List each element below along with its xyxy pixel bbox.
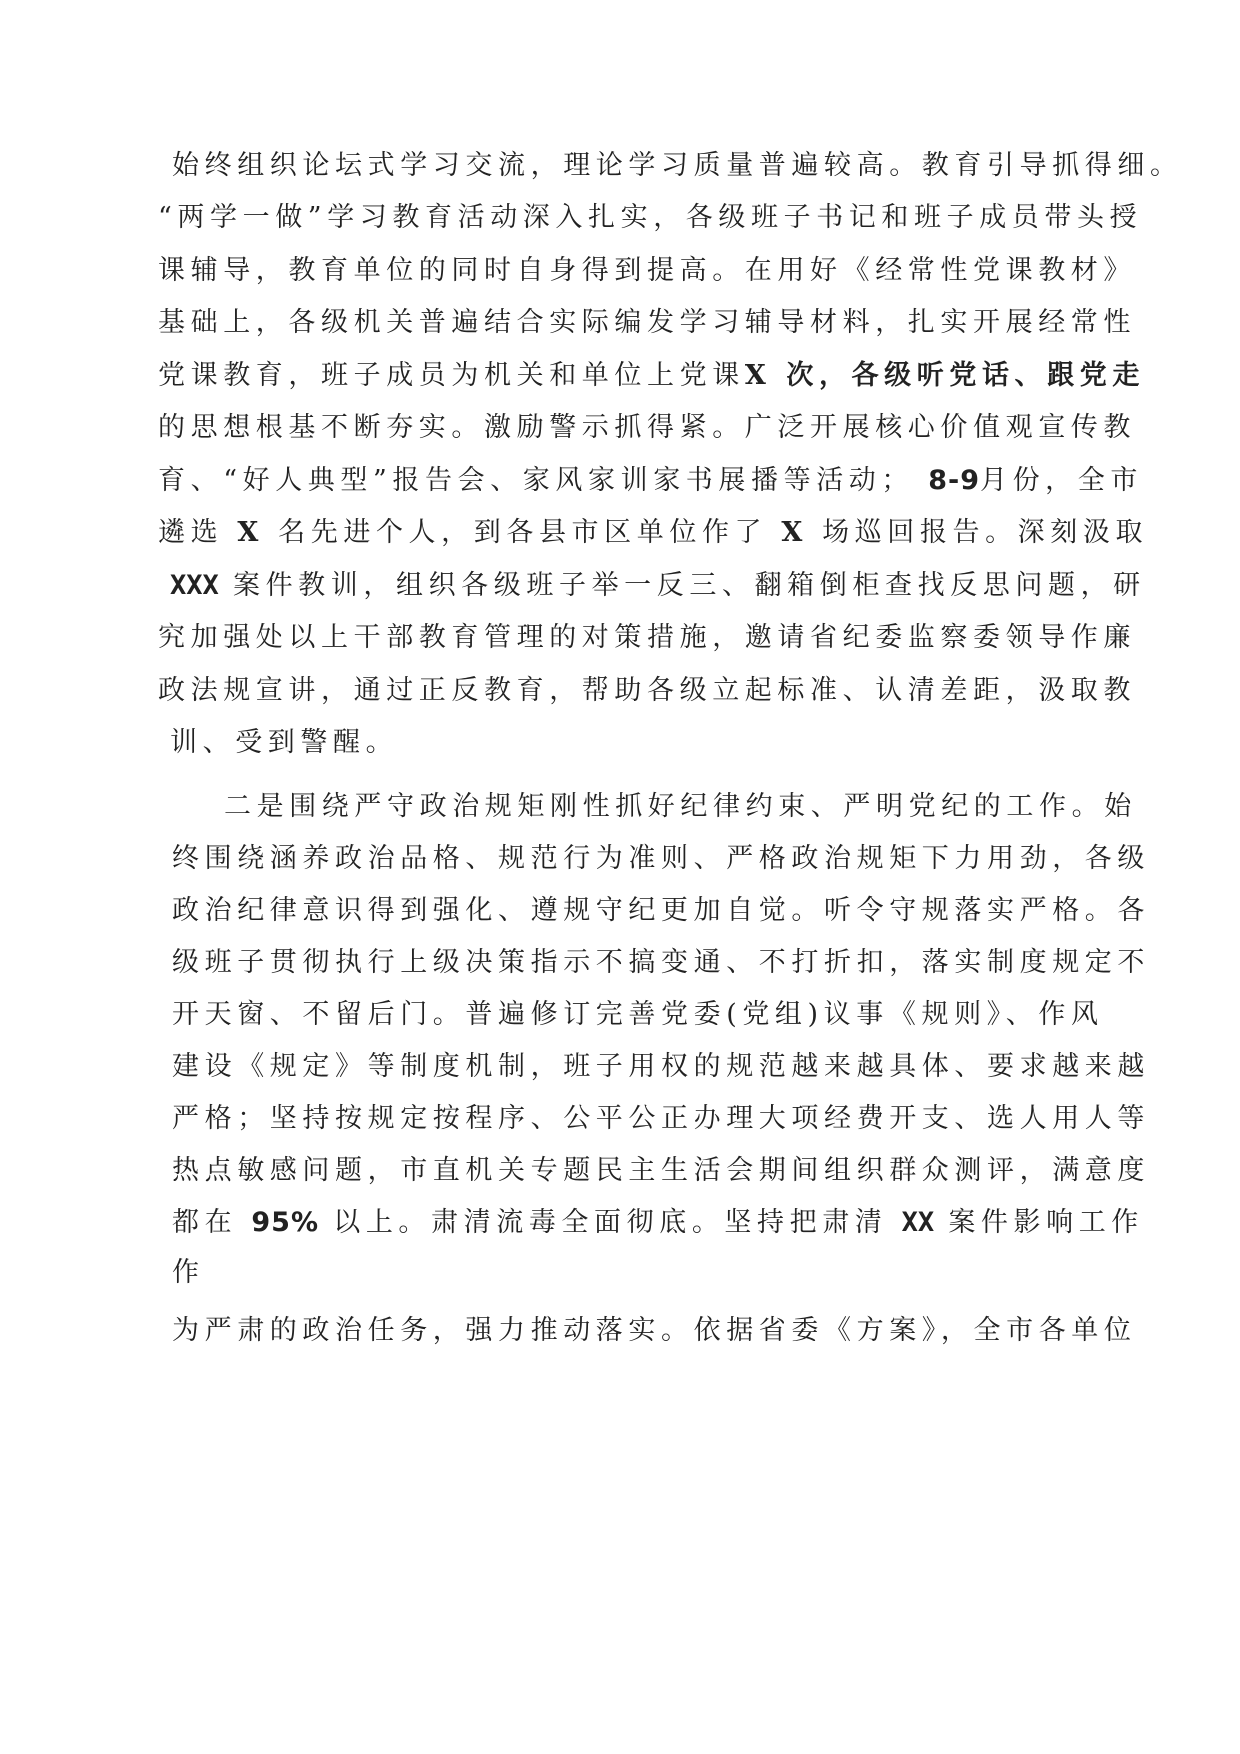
text-line [170,566,1146,606]
text-line [172,891,1150,931]
text-line [172,943,1150,983]
text-line [172,995,1104,1035]
text-line [158,513,1148,553]
text-line [158,356,1145,396]
text-run: 党课教育，班子成员为机关和单位上党课 [158,360,745,391]
text-run: 建设《规定》等制度机制，班子用权的规范越来越具体、要求越来越 [172,1051,1150,1082]
text-run: 基础上，各级机关普遍结合实际编发学习辅导材料，扎实开展经常性 [158,307,1136,338]
text-line [158,618,1136,658]
text-run: 都在 [172,1207,238,1238]
text-line [170,723,398,763]
bold-text-run: XX [901,1207,935,1238]
bold-text-run: X [781,517,808,548]
text-line [158,198,1142,238]
text-line [158,671,1136,711]
text-line [158,303,1136,343]
text-line [158,461,1143,501]
text-run: 终围绕涵养政治品格、规范行为准则、严格政治规矩下力用劲，各级 [172,843,1150,874]
text-run: 训、受到警醒。 [170,727,399,758]
text-line [172,1099,1150,1139]
text-run: 政法规宣讲，通过正反教育，帮助各级立起标准、认清差距，汲取教 [158,675,1136,706]
text-run: “两学一做”学习教育活动深入扎实，各级班子书记和班子成员带头授 [158,202,1143,233]
text-run: 开天窗、不留后门。普遍修订完善党委(党组)议事《规则》、作风 [172,999,1104,1030]
bold-text-run: 95% [251,1207,320,1238]
text-line [172,1047,1150,1087]
text-run: 始终组织论坛式学习交流，理论学习质量普遍较高。教育引导抓得细。 [172,150,1183,181]
text-line [158,408,1136,448]
bold-text-run: X [237,517,264,548]
bold-text-run: 8-9 [928,465,980,496]
text-line [172,1151,1150,1191]
bold-text-run: X 次，各级听党话、跟党走 [744,360,1145,391]
text-line [172,1253,205,1293]
text-run: 课辅导，教育单位的同时自身得到提高。在用好《经常性党课教材》 [158,255,1136,286]
text-run: 严格；坚持按规定按程序、公平公正办理大项经费开支、选人用人等 [172,1103,1150,1134]
text-run: 热点敏感问题，市直机关专题民主生活会期间组织群众测评，满意度 [172,1155,1150,1186]
text-run: 究加强处以上干部教育管理的对策措施，邀请省纪委监察委领导作廉 [158,622,1136,653]
text-line [172,146,1183,186]
text-run: 月份，全市 [979,465,1143,496]
text-run: 的思想根基不断夯实。激励警示抓得紧。广泛开展核心价值观宣传教 [158,412,1136,443]
text-run: 案件影响工作 [948,1207,1144,1238]
text-run: 政治纪律意识得到强化、遵规守纪更加自觉。听令守规落实严格。各 [172,895,1150,926]
text-run: 二是围绕严守政治规矩刚性抓好纪律约束、严明党纪的工作。始 [224,791,1137,822]
text-run: 案件教训，组织各级班子举一反三、翻箱倒柜查找反思问题，研 [232,570,1146,601]
text-run: 级班子贯彻执行上级决策指示不搞变通、不打折扣，落实制度规定不 [172,947,1150,978]
text-line [172,1203,1144,1243]
text-run: 以上。肃清流毒全面彻底。坚持把肃清 [333,1207,888,1238]
text-line [158,251,1136,291]
text-run: 遴选 [158,517,224,548]
bold-text-run: XXX [170,570,219,601]
text-line [224,787,1137,827]
text-run: 作 [172,1257,205,1288]
text-run: 为严肃的政治任务，强力推动落实。依据省委《方案》，全市各单位 [172,1315,1137,1346]
text-line [172,839,1150,879]
text-line [172,1311,1137,1351]
text-run: 名先进个人，到各县市区单位作了 [278,517,768,548]
text-run: 育、“好人典型”报告会、家风家训家书展播等活动； [158,465,915,496]
text-run: 场巡回报告。深刻汲取 [822,517,1149,548]
